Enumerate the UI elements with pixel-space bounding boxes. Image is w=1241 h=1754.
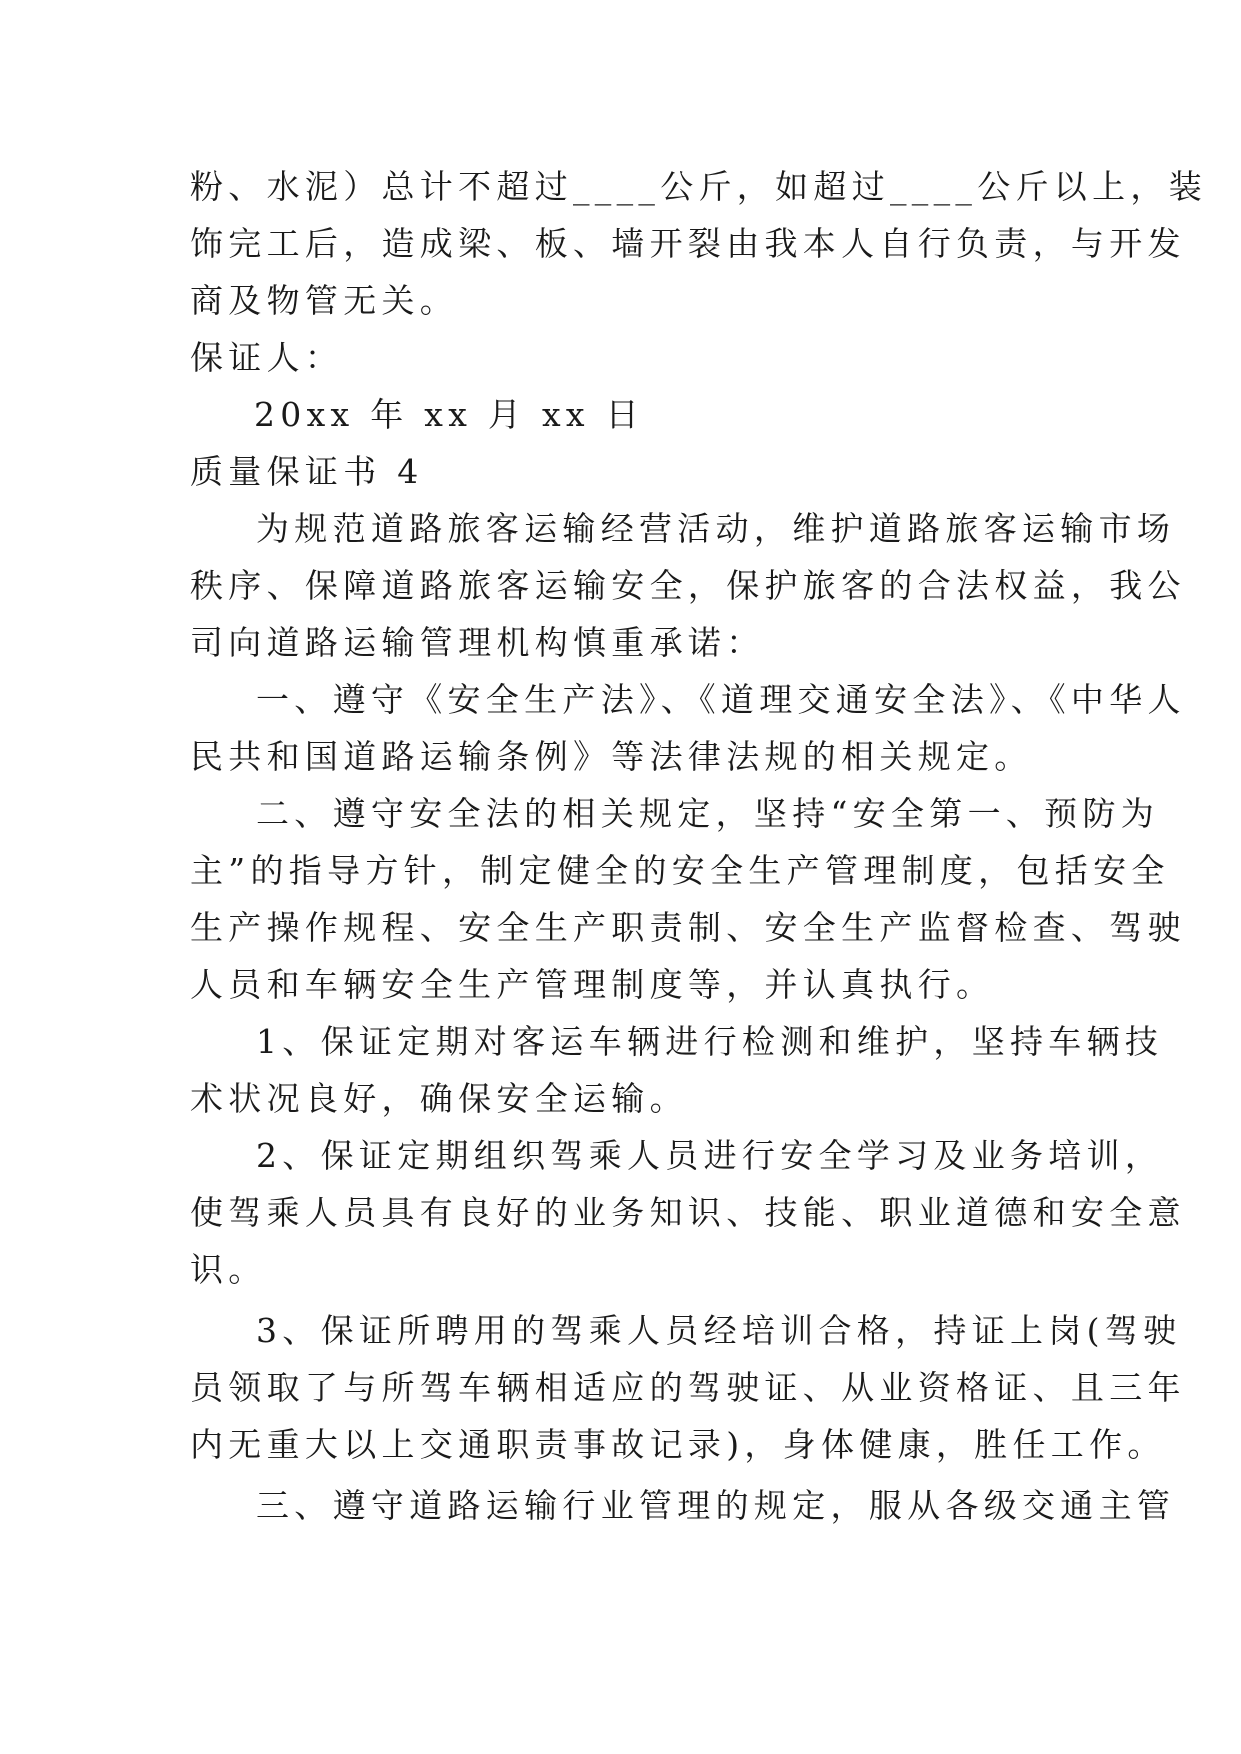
- paragraph-decoration-liability: [190, 158, 1207, 329]
- paragraph-clause-2: [190, 785, 1186, 1013]
- text-line: 生产操作规程、安全生产职责制、安全生产监督检查、驾驶: [190, 908, 1186, 947]
- text-line: 质量保证书 4: [190, 452, 424, 491]
- text-line: 粉、水泥）总计不超过____公斤，如超过____公斤以上，装: [190, 167, 1207, 206]
- text-line: 为规范道路旅客运输经营活动，维护道路旅客运输市场: [256, 509, 1176, 548]
- text-line: 保证人：: [190, 338, 344, 377]
- paragraph-item-3: [190, 1302, 1186, 1473]
- text-line: 识。: [190, 1250, 267, 1289]
- section-title: [190, 443, 1050, 500]
- text-line: 20xx 年 xx 月 xx 日: [254, 395, 644, 434]
- text-line: 内无重大以上交通职责事故记录)，身体健康，胜任工作。: [190, 1425, 1166, 1464]
- paragraph-item-2: [190, 1127, 1186, 1298]
- text-line: 员领取了与所驾车辆相适应的驾驶证、从业资格证、且三年: [190, 1368, 1186, 1407]
- document-page: [190, 158, 1207, 1534]
- text-line: 饰完工后，造成梁、板、墙开裂由我本人自行负责，与开发: [190, 224, 1186, 263]
- text-line: 司向道路运输管理机构慎重承诺：: [190, 623, 765, 662]
- text-line: 秩序、保障道路旅客运输安全，保护旅客的合法权益，我公: [190, 566, 1186, 605]
- text-line: 一、遵守《安全生产法》、《道理交通安全法》、《中华人: [256, 680, 1186, 719]
- text-line: 人员和车辆安全生产管理制度等，并认真执行。: [190, 965, 995, 1004]
- paragraph-intro: [190, 500, 1186, 671]
- text-line: 使驾乘人员具有良好的业务知识、技能、职业道德和安全意: [190, 1193, 1186, 1232]
- text-line: 术状况良好，确保安全运输。: [190, 1079, 688, 1118]
- text-line: 主”的指导方针，制定健全的安全生产管理制度，包括安全: [190, 851, 1170, 890]
- text-line: 民共和国道路运输条例》等法律法规的相关规定。: [190, 737, 1033, 776]
- text-line: 3、保证所聘用的驾乘人员经培训合格，持证上岗(驾驶: [256, 1311, 1182, 1350]
- text-line: 商及物管无关。: [190, 281, 459, 320]
- paragraph-clause-3: [190, 1477, 1176, 1534]
- text-line: 三、遵守道路运输行业管理的规定，服从各级交通主管: [256, 1486, 1176, 1525]
- guarantor-label: [190, 329, 1050, 386]
- signature-date: [190, 386, 1050, 443]
- text-line: 二、遵守安全法的相关规定，坚持“安全第一、预防为: [256, 794, 1160, 833]
- text-line: 1、保证定期对客运车辆进行检测和维护，坚持车辆技: [256, 1022, 1164, 1061]
- paragraph-item-1: [190, 1013, 1164, 1127]
- text-line: 2、保证定期组织驾乘人员进行安全学习及业务培训，: [256, 1136, 1164, 1175]
- paragraph-clause-1: [190, 671, 1186, 785]
